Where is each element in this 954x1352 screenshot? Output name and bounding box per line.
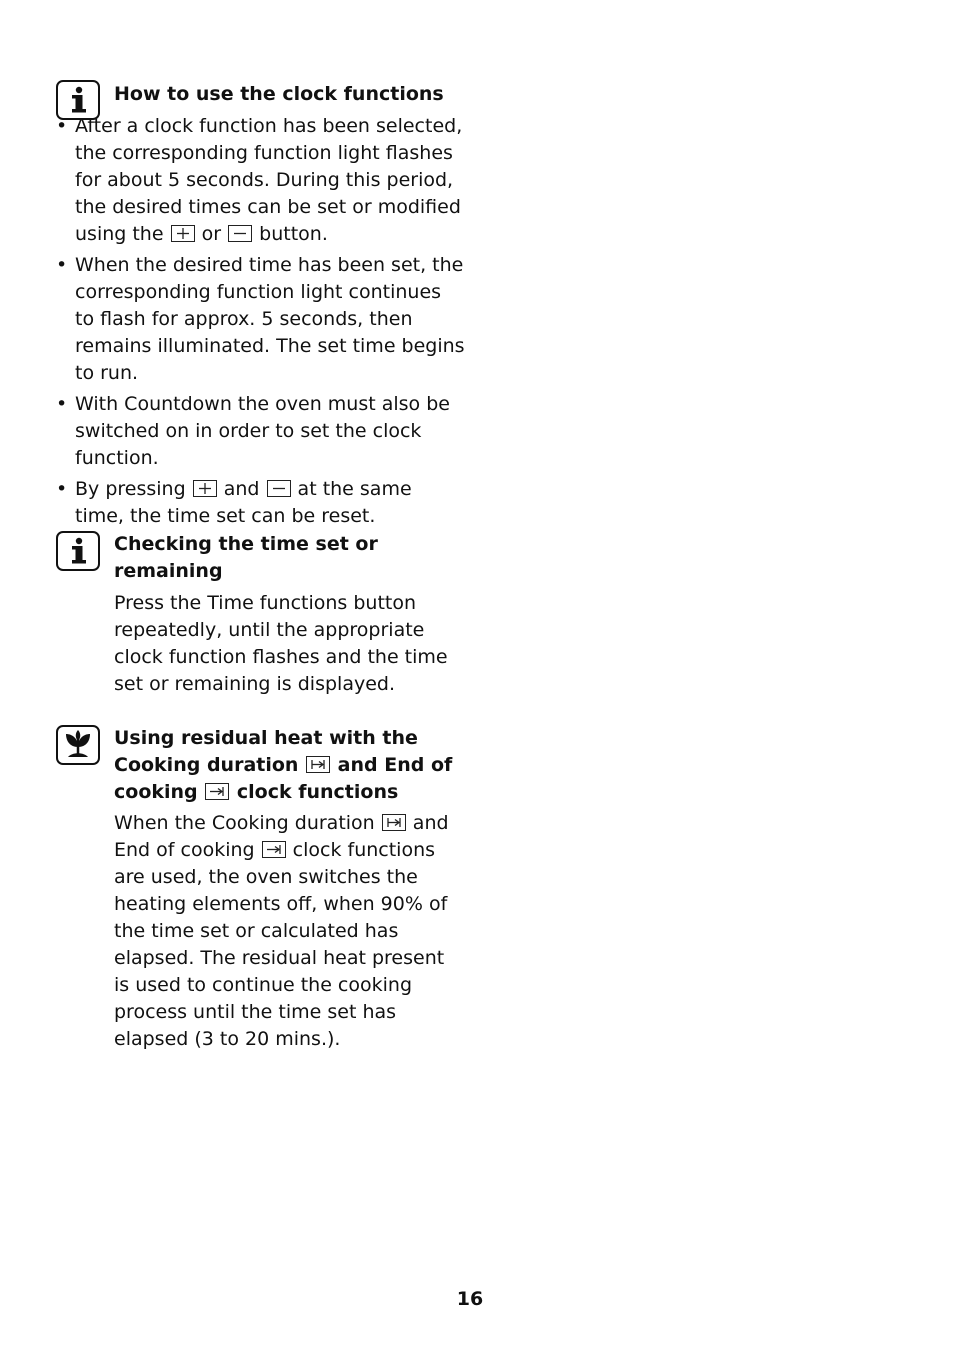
- plus-button-icon: [193, 480, 217, 497]
- section-title: Checking the time set or remaining: [114, 533, 378, 582]
- page-number: 16: [456, 1288, 484, 1310]
- info-icon: [56, 531, 100, 571]
- cooking-duration-icon: [306, 756, 330, 773]
- section-title: How to use the clock functions: [114, 83, 444, 105]
- list-item: • After a clock function has been selected, the corresponding function light flashes for about 5 seconds. During this period, the desired times can be set or modified using the or button.: [56, 115, 463, 245]
- end-of-cooking-icon: [205, 783, 229, 800]
- list-item: • With Countdown the oven must also be switched on in order to set the clock function.: [56, 393, 450, 469]
- list-item: • By pressing and at the same time, the time set can be reset.: [56, 478, 412, 527]
- minus-button-icon: [228, 225, 252, 242]
- cooking-duration-icon: [382, 814, 406, 831]
- list-item: • When the desired time has been set, the corresponding function light continues to flash for approx. 5 seconds, then remains illuminated. The set time begins to run.: [56, 254, 465, 384]
- end-of-cooking-icon: [262, 841, 286, 858]
- section-body: Press the Time functions button repeatedly, until the appropriate clock function flashes and the time set or remaining is displayed.: [114, 592, 448, 695]
- plus-button-icon: [171, 225, 195, 242]
- bullet-list: [56, 113, 466, 534]
- section-body: When the Cooking duration and End of cooking clock functions are used, the oven switches the heating elements off, when 90% of the time set or calculated has elapsed. The residual heat present is used to continue the cooking process until the time set has elapsed (3 to 20 mins.).: [114, 812, 449, 1050]
- eco-leaf-icon: [56, 725, 100, 765]
- minus-button-icon: [267, 480, 291, 497]
- section-title: Using residual heat with the Cooking duration and End of cooking clock functions: [114, 727, 453, 803]
